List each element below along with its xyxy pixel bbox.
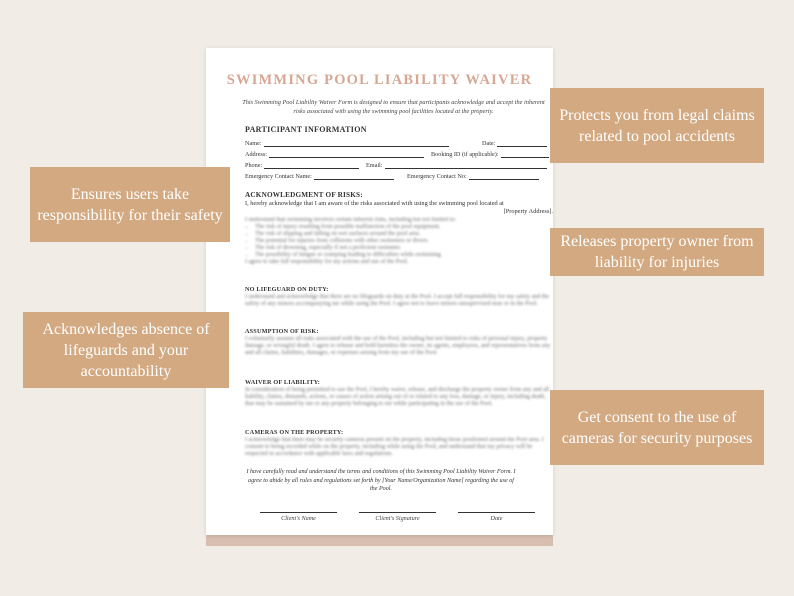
booking-id-label: Booking ID (if applicable): bbox=[431, 151, 499, 158]
phone-label: Phone: bbox=[245, 162, 263, 169]
waiver-document bbox=[206, 48, 553, 535]
closing-statement: I have carefully read and understand the terms and conditions of this Swimming Pool Liability Waiver Form. I agree to abide by all rules and regulations set forth by [Your Name/Organization Name] regarding the use of the Pool. bbox=[246, 469, 516, 492]
list-item: • The potential for injuries from collisions with other swimmers or divers. bbox=[255, 238, 553, 245]
name-line bbox=[264, 139, 449, 147]
list-item: • The risk of slipping and falling on wet surfaces around the pool area. bbox=[255, 231, 553, 238]
cameras-text: I acknowledge that there may be security cameras present on the property, including those positioned around the Pool area. I consent to being recorded while on the property, including while using the Pool, and understand that my privacy will be respected in accordance with applicable laws and regulations. bbox=[245, 437, 544, 457]
address-label: Address: bbox=[245, 151, 267, 158]
phone-field bbox=[245, 161, 359, 169]
list-item: • The possibility of fatigue or cramping leading to difficulties while swimming. bbox=[255, 252, 553, 259]
assumption-text: I voluntarily assume all risks associated with the use of the Pool, including but not limited to risks of personal injury, property damage, or wrongful death. I agree to release and hold harmless the owner, its agents, employees, and representatives from any and all claims, liabilities, damages, or expenses arising from my use of the Pool. bbox=[245, 336, 551, 356]
callout-responsibility: Ensures users take responsibility for their safety bbox=[30, 167, 230, 242]
address-line bbox=[269, 150, 424, 158]
assumption-heading: ASSUMPTION OF RISK: bbox=[245, 328, 319, 335]
ack-details bbox=[245, 217, 553, 266]
list-item: • The risk of drowning, especially if not a proficient swimmer. bbox=[255, 245, 553, 252]
email-label: Email: bbox=[366, 162, 383, 169]
name-field bbox=[245, 139, 449, 147]
booking-id-field bbox=[431, 150, 549, 158]
document-intro: This Swimming Pool Liability Waiver Form is designed to ensure that participants acknowledge and accept the inherent risks associated with using the swimming pool facilities located at the property. bbox=[242, 99, 545, 115]
document-title: SWIMMING POOL LIABILITY WAIVER bbox=[226, 72, 533, 88]
emergency-name-label: Emergency Contact Name: bbox=[245, 173, 312, 180]
emergency-no-field bbox=[407, 172, 539, 180]
date-field bbox=[482, 139, 547, 147]
list-item: • The risk of injury resulting from possible malfunction of the pool equipment. bbox=[255, 224, 553, 231]
address-field bbox=[245, 150, 424, 158]
cameras-heading: CAMERAS ON THE PROPERTY: bbox=[245, 429, 344, 436]
email-field bbox=[366, 161, 547, 169]
client-signature-line: Client's Signature bbox=[359, 512, 436, 522]
waiver-heading: WAIVER OF LIABILITY: bbox=[245, 379, 321, 386]
lifeguard-text: I understand and acknowledge that there are no lifeguards on duty at the Pool. I accept full responsibility for my safety and the safety of any minors accompanying me while using the Pool. I agree not to leave minors unsupervised near or in the Pool. bbox=[245, 294, 550, 307]
callout-property-owner: Releases property owner from liability for injuries bbox=[550, 228, 764, 276]
client-name-signature-line: Client's Name bbox=[260, 512, 337, 522]
name-label: Name: bbox=[245, 140, 262, 147]
emergency-name-line bbox=[314, 172, 394, 180]
ack-risk-list bbox=[245, 224, 553, 259]
date-signature-line: Date bbox=[458, 512, 535, 522]
ack-details-close: I agree to take full responsibility for my actions and use of the Pool. bbox=[245, 259, 409, 265]
ack-heading: ACKNOWLEDGMENT OF RISKS: bbox=[245, 191, 363, 199]
ack-address: [Property Address]. bbox=[503, 208, 553, 215]
waiver-text: In consideration of being permitted to use the Pool, I hereby waive, release, and discharge the property owner from any and all liability, claims, demands, actions, or causes of action arising out of or related to any loss, damage, or injury, including death, that may be sustained by me or any property belonging to me while participating in the use of the Pool. bbox=[245, 387, 550, 407]
phone-line bbox=[264, 161, 359, 169]
emergency-no-line bbox=[469, 172, 539, 180]
lifeguard-heading: NO LIFEGUARD ON DUTY: bbox=[245, 286, 329, 293]
ack-text bbox=[245, 200, 553, 216]
participant-heading: PARTICIPANT INFORMATION bbox=[245, 125, 367, 134]
callout-cameras: Get consent to the use of cameras for security purposes bbox=[550, 390, 764, 465]
email-line bbox=[385, 161, 547, 169]
callout-lifeguards: Acknowledges absence of lifeguards and your accountability bbox=[23, 312, 229, 388]
callout-legal-claims: Protects you from legal claims related to pool accidents bbox=[550, 88, 764, 163]
date-line bbox=[497, 139, 547, 147]
ack-statement: I, hereby acknowledge that I am aware of the risks associated with using the swimming pool located at bbox=[245, 200, 504, 207]
booking-id-line bbox=[501, 150, 549, 158]
emergency-no-label: Emergency Contact No: bbox=[407, 173, 467, 180]
emergency-name-field bbox=[245, 172, 394, 180]
date-label: Date: bbox=[482, 140, 496, 147]
ack-details-intro: I understand that swimming involves certain inherent risks, including but not limited to: bbox=[245, 217, 457, 223]
